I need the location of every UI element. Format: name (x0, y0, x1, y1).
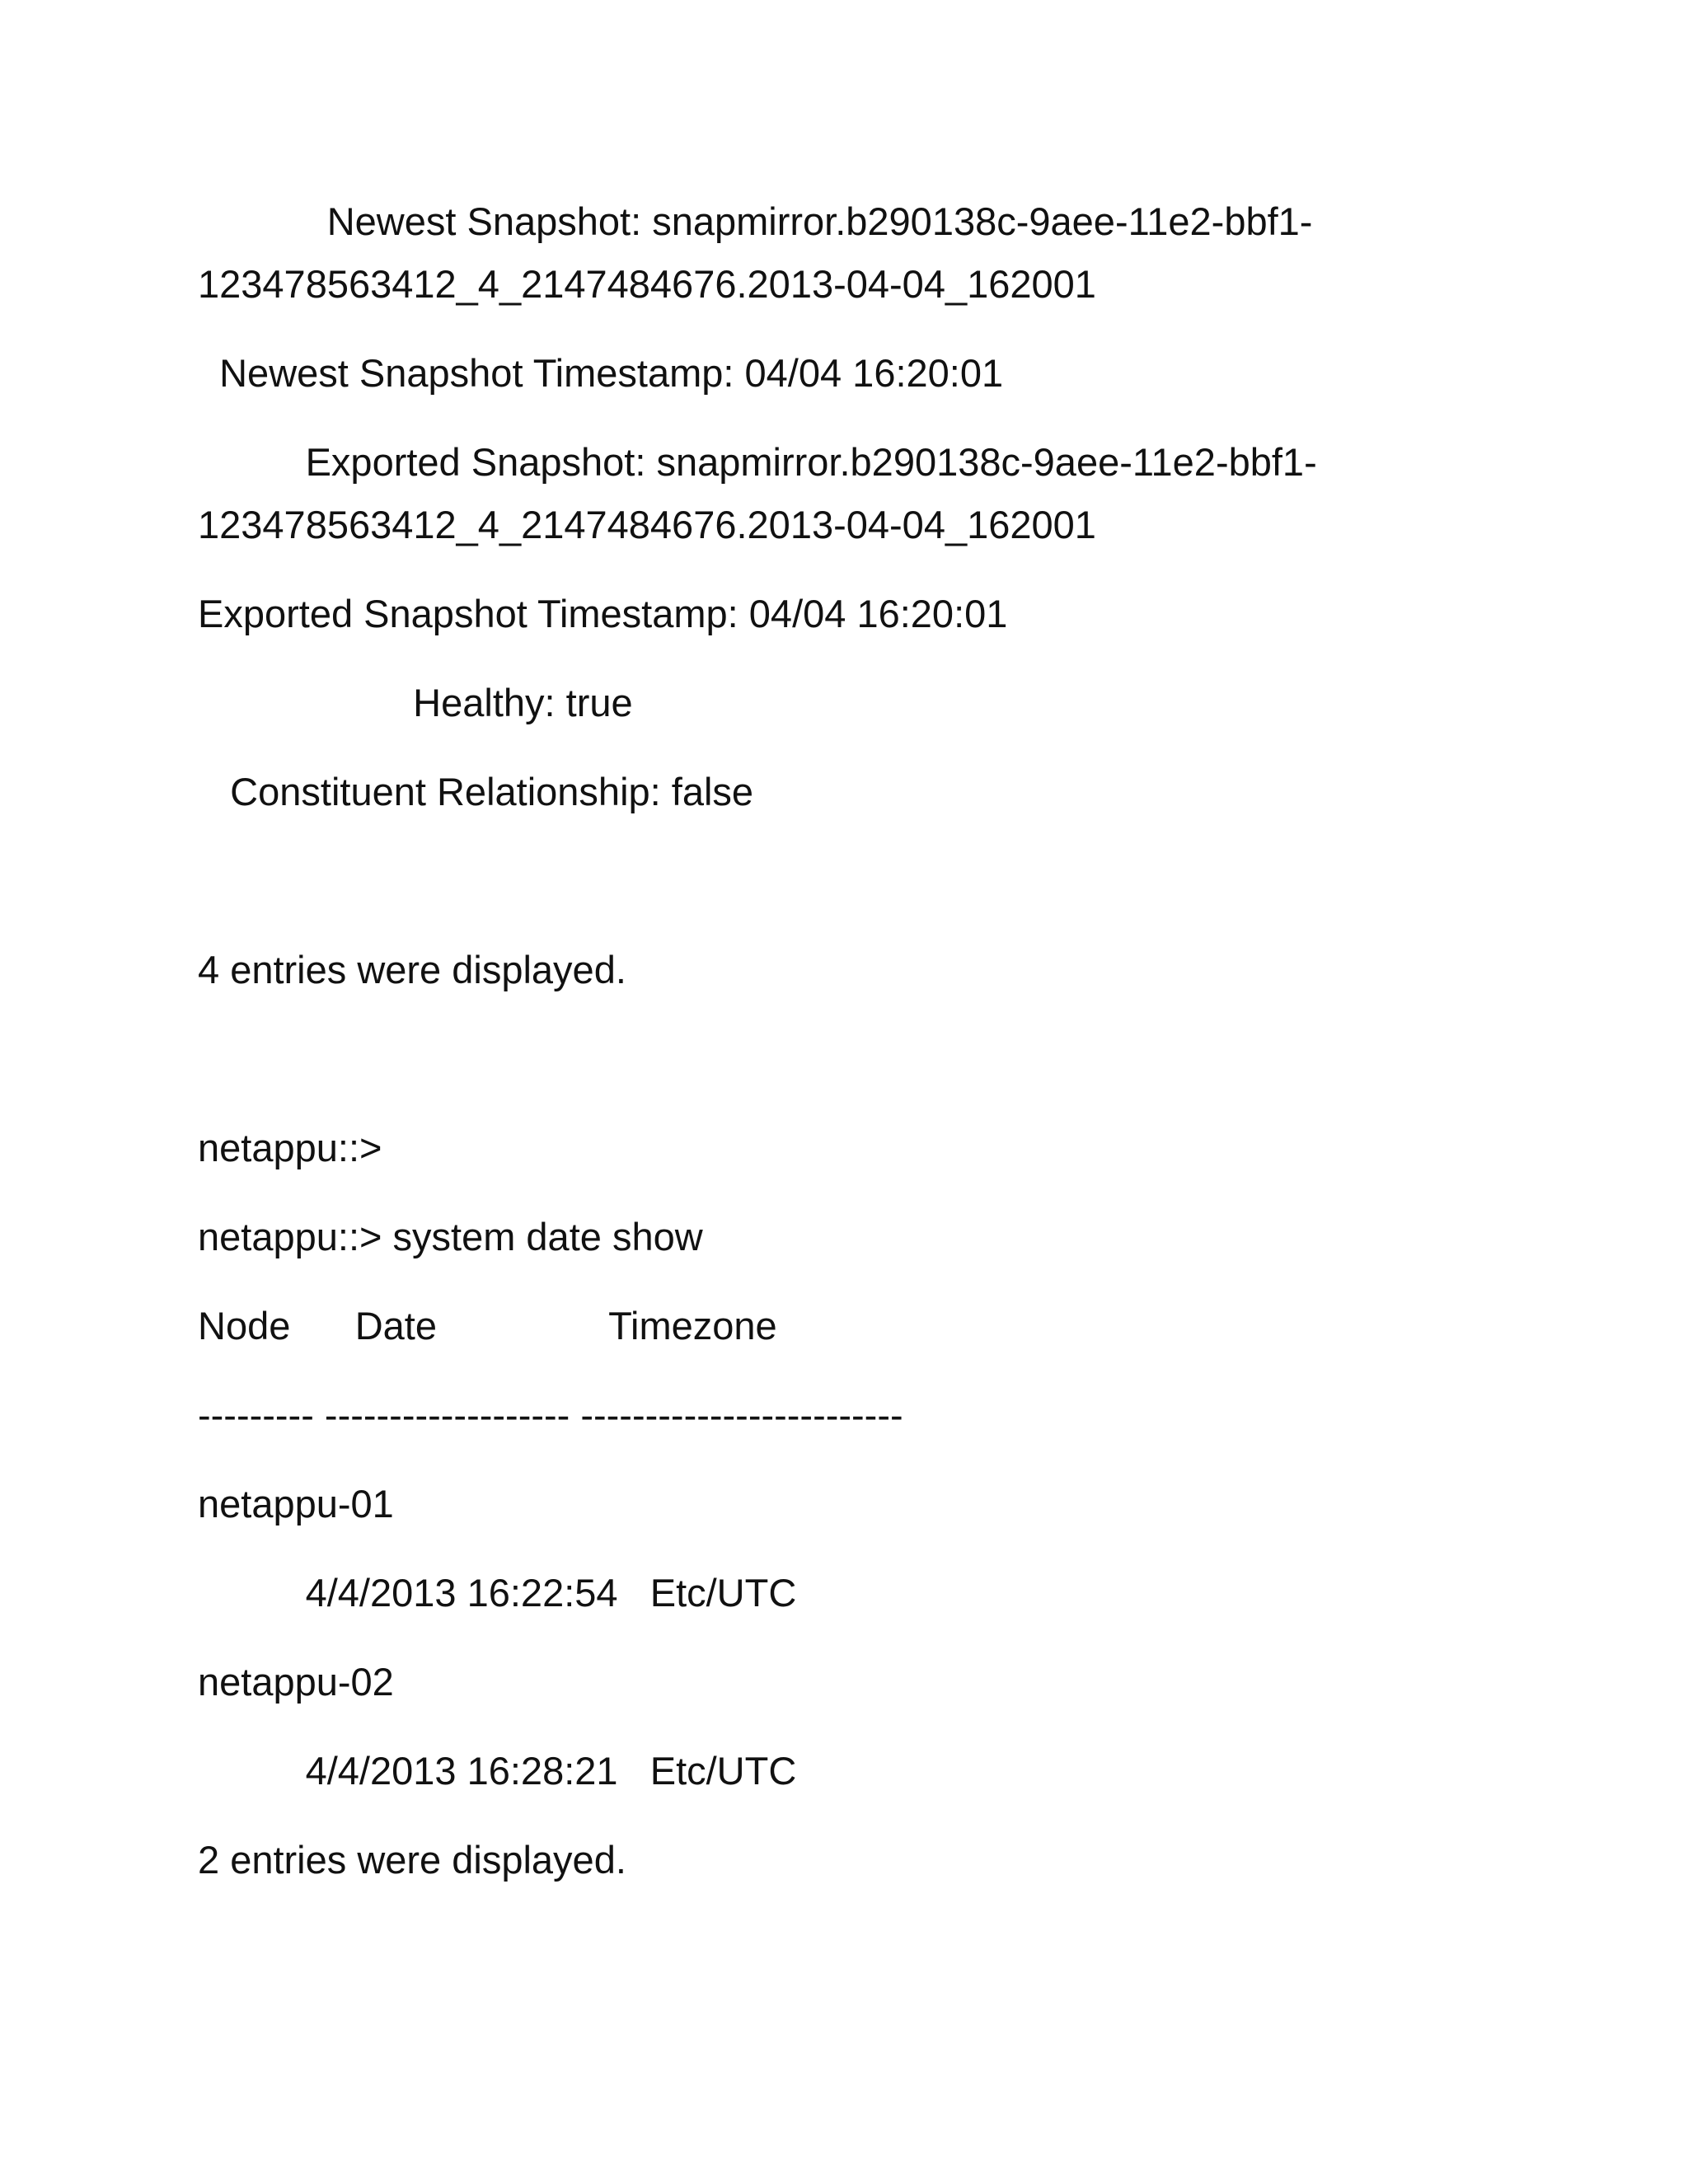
node-01-line: netappu-01 (198, 1482, 394, 1526)
node-02-line: netappu-02 (198, 1660, 394, 1704)
prompt-line: netappu::> (198, 1126, 382, 1169)
node-01-date-line: 4/4/2013 16:22:54 Etc/UTC (198, 1571, 797, 1615)
entries-displayed-line: 4 entries were displayed. (198, 948, 626, 991)
exported-snapshot-line: Exported Snapshot: snapmirror.b290138c-9aee-11e2-bbf1- (198, 440, 1317, 484)
command-line: netappu::> system date show (198, 1215, 703, 1258)
newest-snapshot-timestamp-line: Newest Snapshot Timestamp: 04/04 16:20:01 (198, 351, 1004, 395)
table-header-line: Node Date Timezone (198, 1304, 777, 1347)
table-separator-line: --------- ------------------- ------------------------- (198, 1393, 903, 1436)
healthy-line: Healthy: true (198, 681, 633, 724)
newest-snapshot-line: Newest Snapshot: snapmirror.b290138c-9aee-11e2-bbf1- (198, 199, 1313, 243)
constituent-relationship-line: Constituent Relationship: false (198, 770, 754, 813)
node-02-date-line: 4/4/2013 16:28:21 Etc/UTC (198, 1749, 797, 1793)
entries-displayed-line-2: 2 entries were displayed. (198, 1838, 626, 1882)
newest-snapshot-continuation: 123478563412_4_2147484676.2013-04-04_162001 (198, 262, 1096, 306)
exported-snapshot-continuation: 123478563412_4_2147484676.2013-04-04_162001 (198, 503, 1096, 546)
exported-snapshot-timestamp-line: Exported Snapshot Timestamp: 04/04 16:20:01 (198, 592, 1008, 635)
